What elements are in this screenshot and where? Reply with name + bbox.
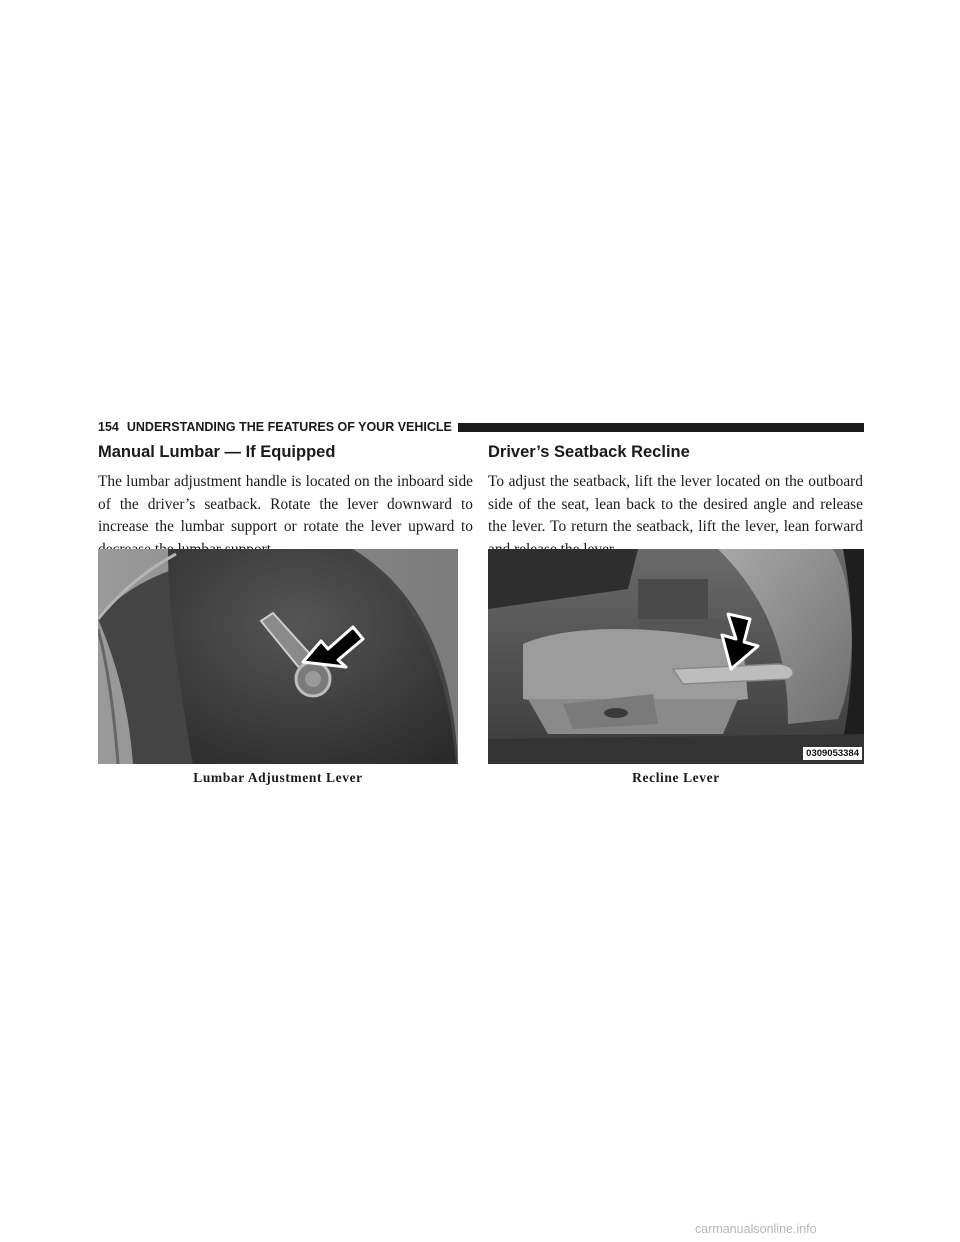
recline-heading: Driver’s Seatback Recline <box>488 443 690 461</box>
lumbar-section <box>98 441 473 561</box>
page-number: 154 <box>98 420 119 434</box>
lumbar-heading: Manual Lumbar — If Equipped <box>98 443 336 461</box>
watermark: carmanualsonline.info <box>695 1222 817 1236</box>
recline-section <box>488 441 863 561</box>
running-title: UNDERSTANDING THE FEATURES OF YOUR VEHICLE <box>126 420 452 434</box>
recline-caption: Recline Lever <box>632 770 720 785</box>
recline-body: To adjust the seatback, lift the lever located on the outboard side of the seat, lean back to the desired angle and release the lever. To return the seatback, lift the lever, lean forward <box>488 473 863 535</box>
page-header <box>98 419 864 435</box>
figure-code: 0309053384 <box>803 747 862 760</box>
header-rule <box>458 423 864 432</box>
recline-lever-photo <box>488 549 864 764</box>
lumbar-caption: Lumbar Adjustment Lever <box>193 770 363 785</box>
lumbar-body: The lumbar adjustment handle is located on the inboard side of the driver’s seatback. Rotate the lever downward to increase the lumbar support or rotate the lever upward to <box>98 473 473 535</box>
lumbar-lever-photo <box>98 549 458 764</box>
